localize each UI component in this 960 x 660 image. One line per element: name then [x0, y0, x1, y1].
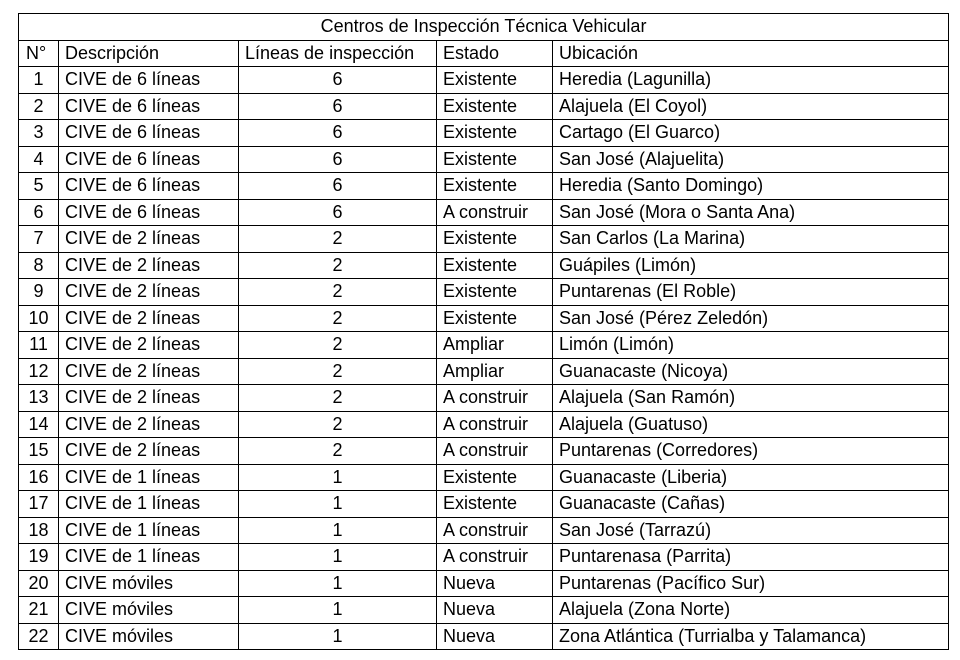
cell-inspection-lines: 1	[239, 464, 437, 491]
cell-inspection-lines: 6	[239, 146, 437, 173]
cell-inspection-lines: 2	[239, 385, 437, 412]
table-row	[19, 597, 949, 624]
cell-number: 1	[19, 67, 59, 94]
column-header-inspection-lines: Líneas de inspección	[239, 40, 437, 67]
cell-location: Heredia (Lagunilla)	[553, 67, 949, 94]
cell-status: A construir	[437, 438, 553, 465]
cell-inspection-lines: 1	[239, 491, 437, 518]
cell-status: Ampliar	[437, 332, 553, 359]
cell-inspection-lines: 6	[239, 93, 437, 120]
column-header-description: Descripción	[59, 40, 239, 67]
cell-status: Existente	[437, 226, 553, 253]
cell-description: CIVE de 2 líneas	[59, 332, 239, 359]
cell-inspection-lines: 2	[239, 438, 437, 465]
cell-description: CIVE de 1 líneas	[59, 544, 239, 571]
inspection-centers-table-container	[18, 13, 949, 650]
cell-status: A construir	[437, 411, 553, 438]
cell-description: CIVE de 2 líneas	[59, 226, 239, 253]
cell-description: CIVE móviles	[59, 570, 239, 597]
table-row	[19, 67, 949, 94]
cell-status: A construir	[437, 199, 553, 226]
cell-number: 21	[19, 597, 59, 624]
cell-status: A construir	[437, 544, 553, 571]
table-row	[19, 146, 949, 173]
cell-description: CIVE de 2 líneas	[59, 279, 239, 306]
cell-status: Existente	[437, 93, 553, 120]
cell-inspection-lines: 6	[239, 199, 437, 226]
cell-location: Alajuela (Guatuso)	[553, 411, 949, 438]
cell-status: Existente	[437, 173, 553, 200]
cell-status: A construir	[437, 517, 553, 544]
cell-number: 5	[19, 173, 59, 200]
table-row	[19, 570, 949, 597]
cell-status: Ampliar	[437, 358, 553, 385]
cell-status: Existente	[437, 305, 553, 332]
table-row	[19, 120, 949, 147]
cell-status: Nueva	[437, 623, 553, 650]
cell-location: Guápiles (Limón)	[553, 252, 949, 279]
cell-inspection-lines: 2	[239, 411, 437, 438]
cell-number: 12	[19, 358, 59, 385]
cell-number: 20	[19, 570, 59, 597]
cell-number: 15	[19, 438, 59, 465]
cell-status: A construir	[437, 385, 553, 412]
cell-description: CIVE de 1 líneas	[59, 517, 239, 544]
cell-status: Existente	[437, 146, 553, 173]
cell-location: Alajuela (Zona Norte)	[553, 597, 949, 624]
cell-status: Existente	[437, 491, 553, 518]
cell-description: CIVE de 1 líneas	[59, 464, 239, 491]
cell-inspection-lines: 2	[239, 332, 437, 359]
cell-description: CIVE de 2 líneas	[59, 385, 239, 412]
cell-location: San José (Mora o Santa Ana)	[553, 199, 949, 226]
cell-number: 8	[19, 252, 59, 279]
cell-number: 17	[19, 491, 59, 518]
cell-location: Alajuela (San Ramón)	[553, 385, 949, 412]
header-row	[19, 40, 949, 67]
cell-number: 7	[19, 226, 59, 253]
cell-number: 19	[19, 544, 59, 571]
cell-number: 18	[19, 517, 59, 544]
cell-status: Existente	[437, 67, 553, 94]
cell-inspection-lines: 1	[239, 597, 437, 624]
table-row	[19, 438, 949, 465]
cell-description: CIVE de 1 líneas	[59, 491, 239, 518]
table-row	[19, 226, 949, 253]
cell-location: Guanacaste (Nicoya)	[553, 358, 949, 385]
table-row	[19, 464, 949, 491]
cell-location: Zona Atlántica (Turrialba y Talamanca)	[553, 623, 949, 650]
table-row	[19, 252, 949, 279]
cell-location: Puntarenasa (Parrita)	[553, 544, 949, 571]
cell-status: Existente	[437, 279, 553, 306]
cell-inspection-lines: 1	[239, 544, 437, 571]
cell-location: San Carlos (La Marina)	[553, 226, 949, 253]
table-title: Centros de Inspección Técnica Vehicular	[19, 14, 949, 41]
table-row	[19, 411, 949, 438]
cell-status: Nueva	[437, 597, 553, 624]
cell-number: 4	[19, 146, 59, 173]
title-row	[19, 14, 949, 41]
cell-description: CIVE de 2 líneas	[59, 438, 239, 465]
cell-number: 10	[19, 305, 59, 332]
cell-location: San José (Alajuelita)	[553, 146, 949, 173]
inspection-centers-table	[18, 13, 949, 650]
cell-location: Heredia (Santo Domingo)	[553, 173, 949, 200]
cell-status: Nueva	[437, 570, 553, 597]
cell-description: CIVE de 6 líneas	[59, 67, 239, 94]
cell-inspection-lines: 2	[239, 252, 437, 279]
cell-inspection-lines: 2	[239, 358, 437, 385]
table-row	[19, 385, 949, 412]
cell-number: 16	[19, 464, 59, 491]
cell-number: 3	[19, 120, 59, 147]
table-row	[19, 517, 949, 544]
cell-status: Existente	[437, 252, 553, 279]
cell-number: 9	[19, 279, 59, 306]
cell-location: Guanacaste (Liberia)	[553, 464, 949, 491]
table-row	[19, 93, 949, 120]
cell-inspection-lines: 2	[239, 305, 437, 332]
table-row	[19, 173, 949, 200]
cell-number: 6	[19, 199, 59, 226]
table-row	[19, 623, 949, 650]
cell-number: 14	[19, 411, 59, 438]
cell-number: 22	[19, 623, 59, 650]
table-row	[19, 199, 949, 226]
cell-description: CIVE de 2 líneas	[59, 305, 239, 332]
table-row	[19, 544, 949, 571]
cell-inspection-lines: 6	[239, 67, 437, 94]
cell-location: San José (Tarrazú)	[553, 517, 949, 544]
cell-location: Puntarenas (El Roble)	[553, 279, 949, 306]
cell-inspection-lines: 6	[239, 173, 437, 200]
cell-location: Puntarenas (Corredores)	[553, 438, 949, 465]
table-row	[19, 279, 949, 306]
cell-description: CIVE de 6 líneas	[59, 173, 239, 200]
cell-inspection-lines: 1	[239, 517, 437, 544]
cell-location: Cartago (El Guarco)	[553, 120, 949, 147]
column-header-number: N°	[19, 40, 59, 67]
cell-inspection-lines: 1	[239, 623, 437, 650]
table-row	[19, 491, 949, 518]
cell-number: 2	[19, 93, 59, 120]
table-row	[19, 332, 949, 359]
cell-inspection-lines: 6	[239, 120, 437, 147]
cell-number: 13	[19, 385, 59, 412]
table-row	[19, 305, 949, 332]
cell-status: Existente	[437, 120, 553, 147]
cell-description: CIVE de 6 líneas	[59, 146, 239, 173]
cell-description: CIVE móviles	[59, 597, 239, 624]
cell-location: Alajuela (El Coyol)	[553, 93, 949, 120]
table-row	[19, 358, 949, 385]
cell-description: CIVE de 6 líneas	[59, 93, 239, 120]
cell-inspection-lines: 1	[239, 570, 437, 597]
cell-inspection-lines: 2	[239, 279, 437, 306]
cell-location: Limón (Limón)	[553, 332, 949, 359]
table-body	[19, 67, 949, 650]
cell-number: 11	[19, 332, 59, 359]
cell-description: CIVE de 2 líneas	[59, 358, 239, 385]
column-header-location: Ubicación	[553, 40, 949, 67]
cell-inspection-lines: 2	[239, 226, 437, 253]
table-head	[19, 14, 949, 67]
cell-description: CIVE de 2 líneas	[59, 411, 239, 438]
cell-location: San José (Pérez Zeledón)	[553, 305, 949, 332]
cell-description: CIVE de 2 líneas	[59, 252, 239, 279]
column-header-status: Estado	[437, 40, 553, 67]
cell-description: CIVE de 6 líneas	[59, 120, 239, 147]
cell-description: CIVE de 6 líneas	[59, 199, 239, 226]
cell-location: Puntarenas (Pacífico Sur)	[553, 570, 949, 597]
cell-status: Existente	[437, 464, 553, 491]
cell-location: Guanacaste (Cañas)	[553, 491, 949, 518]
cell-description: CIVE móviles	[59, 623, 239, 650]
